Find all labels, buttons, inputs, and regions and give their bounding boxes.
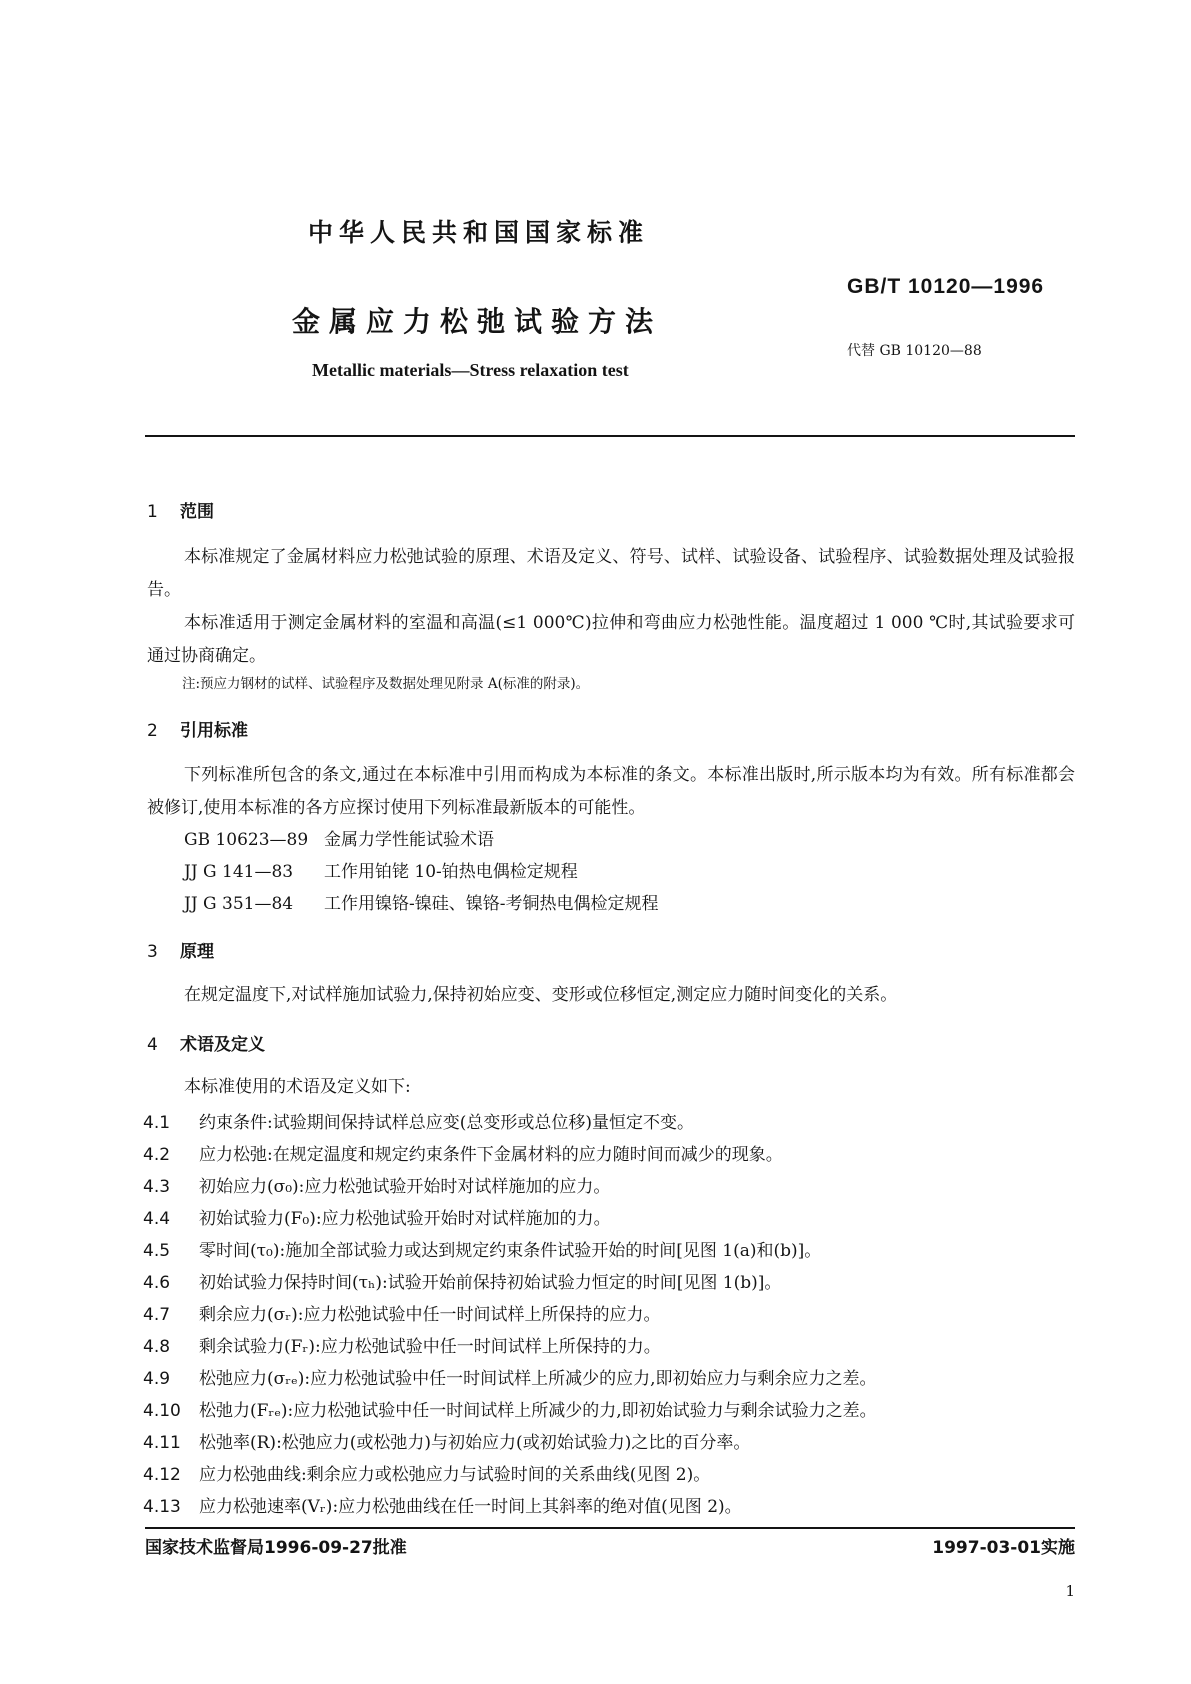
definition-text: 约束条件:试验期间保持试样总应变(总变形或总位移)量恒定不变。	[199, 1113, 694, 1133]
footer-divider	[145, 1527, 1075, 1529]
definition-number: 4.9	[143, 1369, 171, 1389]
section-2-heading	[147, 716, 248, 741]
definition-number: 4.5	[143, 1241, 171, 1261]
page-number: 1	[1065, 1582, 1075, 1600]
definition-item	[143, 1364, 876, 1389]
standard-number: GB/T 10120—1996	[847, 275, 1045, 298]
approval-date: 国家技术监督局1996-09-27批准	[145, 1538, 407, 1558]
section-1-heading	[147, 497, 214, 522]
section-title: 原理	[180, 942, 214, 962]
definition-text: 应力松弛:在规定温度和规定约束条件下金属材料的应力随时间而减少的现象。	[199, 1145, 783, 1165]
definition-number: 4.13	[143, 1497, 181, 1517]
section-4-intro: 本标准使用的术语及定义如下:	[184, 1077, 411, 1097]
definition-text: 剩余应力(σᵣ):应力松弛试验中任一时间试样上所保持的应力。	[199, 1305, 661, 1325]
section-3-heading	[147, 937, 214, 962]
definition-number: 4.2	[143, 1145, 171, 1165]
definition-number: 4.10	[143, 1401, 181, 1421]
reference-code: JJ G 351—84	[184, 894, 294, 914]
section-1-note: 注:预应力钢材的试样、试验程序及数据处理见附录 A(标准的附录)。	[182, 676, 590, 692]
definition-text: 初始应力(σ₀):应力松弛试验开始时对试样施加的应力。	[199, 1177, 611, 1197]
definition-number: 4.7	[143, 1305, 171, 1325]
reference-item	[184, 857, 578, 882]
definition-text: 零时间(τ₀):施加全部试验力或达到规定约束条件试验开始的时间[见图 1(a)和(b)]。	[199, 1241, 822, 1261]
section-1-paragraph-2: 本标准适用于测定金属材料的室温和高温(≤1 000℃)拉伸和弯曲应力松弛性能。温度超过 1 000 ℃时,其试验要求可通过协商确定。	[147, 613, 1075, 666]
section-title: 术语及定义	[180, 1035, 265, 1055]
definition-text: 松弛应力(σᵣₑ):应力松弛试验中任一时间试样上所减少的应力,即初始应力与剩余应力之差。	[199, 1369, 877, 1389]
implementation-date: 1997-03-01实施	[932, 1538, 1075, 1558]
definition-text: 应力松弛速率(Vᵣ):应力松弛曲线在任一时间上其斜率的绝对值(见图 2)。	[199, 1497, 742, 1517]
definition-number: 4.4	[143, 1209, 171, 1229]
section-2-paragraph-1: 下列标准所包含的条文,通过在本标准中引用而构成为本标准的条文。本标准出版时,所示版本均为有效。所有标准都会被修订,使用本标准的各方应探讨使用下列标准最新版本的可能性。	[147, 765, 1075, 818]
definition-text: 松弛力(Fᵣₑ):应力松弛试验中任一时间试样上所减少的力,即初始试验力与剩余试验力之差。	[199, 1401, 877, 1421]
definition-item	[143, 1492, 742, 1517]
section-1-paragraph-1: 本标准规定了金属材料应力松弛试验的原理、术语及定义、符号、试样、试验设备、试验程序、试验数据处理及试验报告。	[147, 547, 1075, 600]
definition-item	[143, 1172, 610, 1197]
definition-number: 4.11	[143, 1433, 181, 1453]
reference-code: JJ G 141—83	[184, 862, 294, 882]
definition-number: 4.8	[143, 1337, 171, 1357]
section-number: 4	[147, 1035, 158, 1055]
definition-text: 应力松弛曲线:剩余应力或松弛应力与试验时间的关系曲线(见图 2)。	[199, 1465, 711, 1485]
definition-item	[143, 1396, 877, 1421]
reference-item	[184, 825, 494, 850]
definition-item	[143, 1204, 611, 1229]
definition-item	[143, 1300, 661, 1325]
document-title-english: Metallic materials—Stress relaxation test	[312, 360, 629, 380]
reference-title: 工作用镍铬-镍硅、镍铬-考铜热电偶检定规程	[324, 894, 659, 914]
definition-text: 剩余试验力(Fᵣ):应力松弛试验中任一时间试样上所保持的力。	[199, 1337, 661, 1357]
definition-number: 4.3	[143, 1177, 171, 1197]
reference-code: GB 10623—89	[184, 830, 309, 850]
section-number: 3	[147, 942, 158, 962]
definition-text: 初始试验力(F₀):应力松弛试验开始时对试样施加的力。	[199, 1209, 611, 1229]
reference-item	[184, 889, 659, 914]
definition-item	[143, 1268, 781, 1293]
definition-text: 松弛率(R):松弛应力(或松弛力)与初始应力(或初始试验力)之比的百分率。	[199, 1433, 751, 1453]
replaces-standard: 代替 GB 10120—88	[847, 343, 982, 359]
section-4-heading	[147, 1030, 265, 1055]
definition-number: 4.6	[143, 1273, 171, 1293]
reference-title: 工作用铂铑 10-铂热电偶检定规程	[324, 862, 578, 882]
section-title: 引用标准	[180, 721, 248, 741]
definition-item	[143, 1108, 694, 1133]
document-title: 金属应力松弛试验方法	[292, 305, 663, 338]
section-number: 2	[147, 721, 158, 741]
definition-text: 初始试验力保持时间(τₕ):试验开始前保持初始试验力恒定的时间[见图 1(b)]。	[199, 1273, 782, 1293]
definition-item	[143, 1460, 710, 1485]
definition-number: 4.1	[143, 1113, 171, 1133]
definition-item	[143, 1140, 783, 1165]
definition-item	[143, 1236, 821, 1261]
national-standard-heading: 中华人民共和国国家标准	[308, 218, 650, 247]
header-divider	[145, 435, 1075, 437]
reference-title: 金属力学性能试验术语	[324, 830, 494, 850]
definition-item	[143, 1428, 750, 1453]
definition-number: 4.12	[143, 1465, 181, 1485]
definition-item	[143, 1332, 661, 1357]
section-number: 1	[147, 502, 158, 522]
section-title: 范围	[180, 502, 214, 522]
section-3-paragraph-1: 在规定温度下,对试样施加试验力,保持初始应变、变形或位移恒定,测定应力随时间变化的关系。	[184, 985, 898, 1005]
